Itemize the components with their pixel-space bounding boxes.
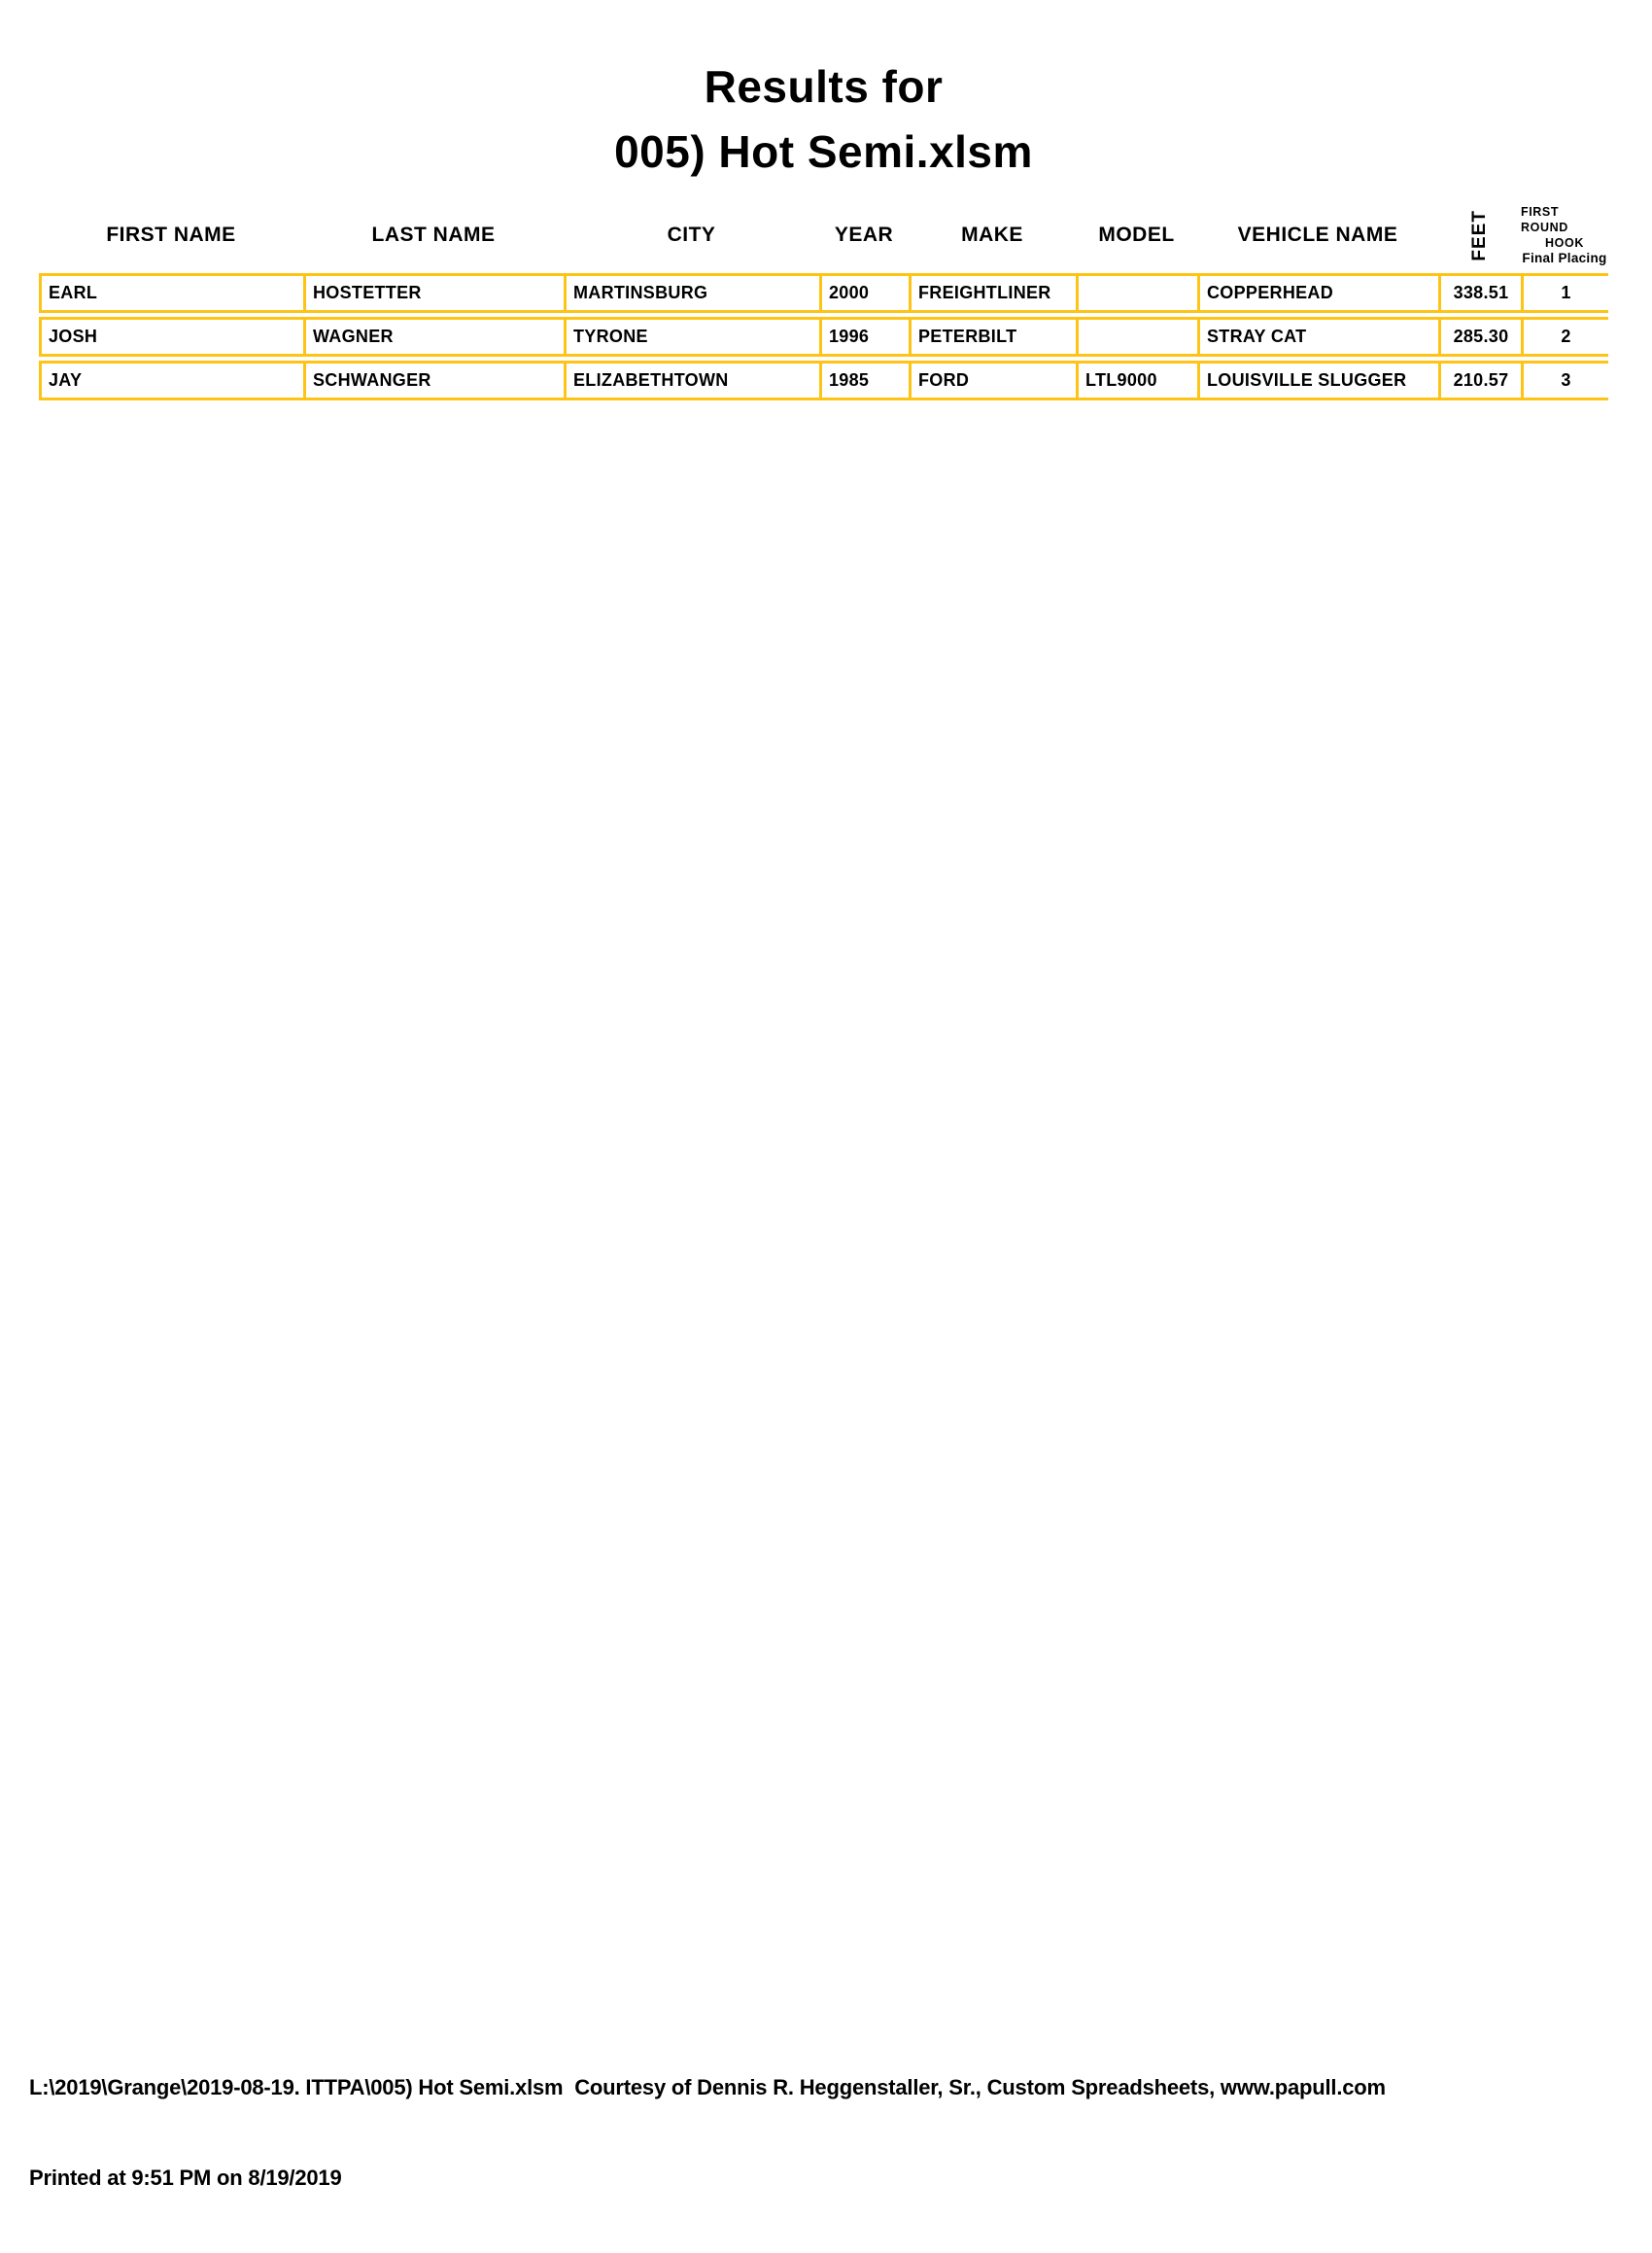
column-header-last-name: LAST NAME — [371, 224, 496, 246]
page-footer — [29, 2012, 1386, 2253]
column-header-first-name: FIRST NAME — [106, 224, 236, 246]
results-table — [39, 269, 1608, 404]
cell-model — [1076, 317, 1197, 357]
cell-city: MARTINSBURG — [564, 273, 819, 313]
cell-last-name: WAGNER — [303, 317, 564, 357]
cell-first-name: JAY — [39, 361, 303, 400]
hook-header-line-3: Final Placing — [1522, 251, 1607, 265]
cell-placing: 3 — [1521, 361, 1608, 400]
title-line-filename: 005) Hot Semi.xlsm — [614, 126, 1033, 177]
cell-last-name: HOSTETTER — [303, 273, 564, 313]
cell-first-name: JOSH — [39, 317, 303, 357]
table-row — [39, 361, 1608, 400]
table-row — [39, 273, 1608, 313]
cell-city: TYRONE — [564, 317, 819, 357]
footer-path-line: L:\2019\Grange\2019-08-19. ITTPA\005) Hot Semi.xlsm Courtesy of Dennis R. Heggenstaller, Sr., Custom Spreadsheets, www.papull.com — [29, 2075, 1386, 2099]
column-header-first-round-hook — [1521, 197, 1608, 273]
footer-printed-line: Printed at 9:51 PM on 8/19/2019 — [29, 2166, 342, 2190]
table-row — [39, 317, 1608, 357]
cell-year: 1985 — [819, 361, 909, 400]
cell-last-name: SCHWANGER — [303, 361, 564, 400]
cell-year: 1996 — [819, 317, 909, 357]
cell-placing: 1 — [1521, 273, 1608, 313]
cell-make: FORD — [909, 361, 1076, 400]
column-header-model: MODEL — [1098, 224, 1175, 246]
cell-vehicle-name: LOUISVILLE SLUGGER — [1197, 361, 1438, 400]
hook-header-line-2: HOOK — [1545, 236, 1584, 250]
cell-city: ELIZABETHTOWN — [564, 361, 819, 400]
column-header-vehicle-name: VEHICLE NAME — [1237, 224, 1398, 246]
cell-vehicle-name: STRAY CAT — [1197, 317, 1438, 357]
column-header-make: MAKE — [961, 224, 1023, 246]
table-header-row — [39, 197, 1608, 273]
cell-placing: 2 — [1521, 317, 1608, 357]
hook-header-line-1: FIRST ROUND — [1521, 205, 1568, 234]
page-title — [39, 54, 1608, 185]
cell-year: 2000 — [819, 273, 909, 313]
cell-feet: 338.51 — [1438, 273, 1521, 313]
cell-model: LTL9000 — [1076, 361, 1197, 400]
cell-make: FREIGHTLINER — [909, 273, 1076, 313]
title-line-results-for: Results for — [704, 61, 944, 112]
cell-model — [1076, 273, 1197, 313]
column-header-feet — [1438, 197, 1521, 273]
cell-first-name: EARL — [39, 273, 303, 313]
feet-rotated-label: FEET — [1468, 209, 1490, 261]
cell-make: PETERBILT — [909, 317, 1076, 357]
cell-feet: 285.30 — [1438, 317, 1521, 357]
cell-feet: 210.57 — [1438, 361, 1521, 400]
column-header-city: CITY — [667, 224, 716, 246]
column-header-year: YEAR — [834, 224, 894, 246]
cell-vehicle-name: COPPERHEAD — [1197, 273, 1438, 313]
